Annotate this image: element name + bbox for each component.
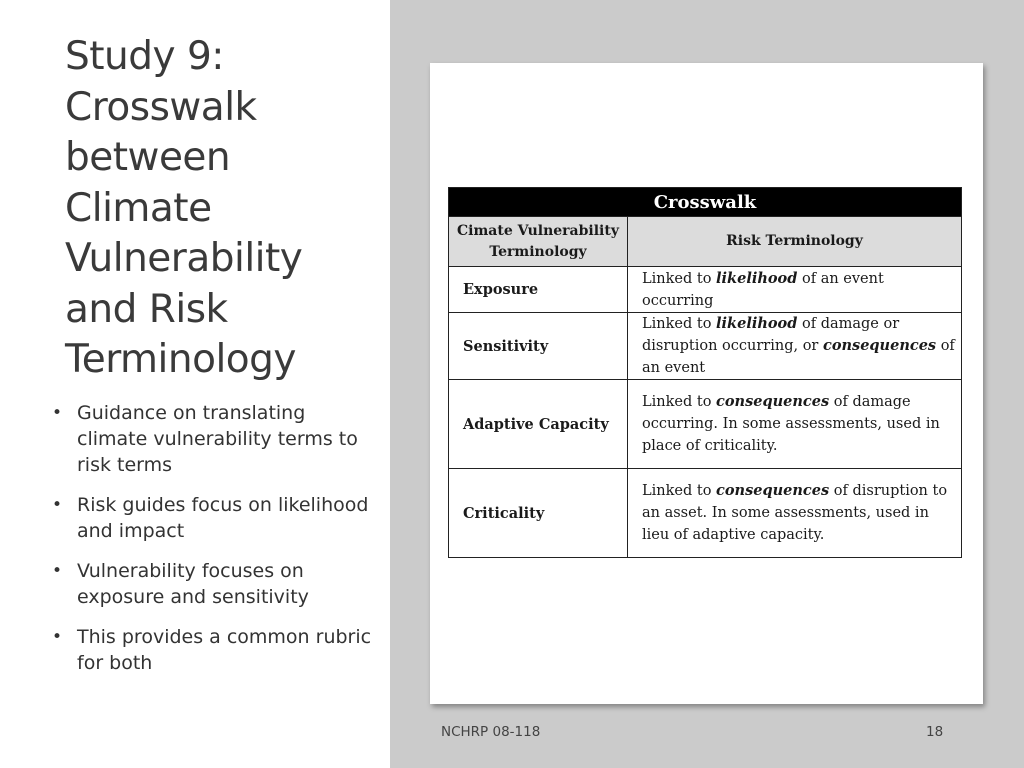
table-card: [430, 63, 983, 704]
bullet-icon: •: [52, 403, 63, 423]
description-cell: [628, 313, 962, 380]
term-cell: Exposure: [449, 267, 628, 313]
table-row: [449, 313, 962, 380]
column-header-climate: Cimate Vulnerability Terminology: [449, 217, 628, 267]
desc-emphasis: consequences: [716, 393, 830, 410]
desc-emphasis: consequences: [716, 482, 830, 499]
term-cell: Criticality: [449, 469, 628, 558]
title-line: Climate: [65, 185, 212, 231]
bullet-item: [50, 558, 380, 610]
footer-label: NCHRP 08-118: [441, 724, 541, 740]
desc-text: Linked to: [642, 394, 717, 410]
title-line: Study 9:: [65, 34, 224, 79]
table-row: [449, 380, 962, 469]
bullet-text: Risk guides focus on likelihood and impact: [77, 494, 369, 542]
desc-text: Linked to: [642, 270, 717, 287]
bullet-item: [50, 492, 380, 544]
bullet-text: Guidance on translating climate vulnerability terms to risk terms: [77, 402, 358, 476]
desc-emphasis: likelihood: [716, 315, 798, 332]
title-line: Vulnerability: [65, 236, 303, 281]
left-panel: [0, 0, 390, 768]
desc-text: of disruption to an asset. In some assessments, used in lieu of adaptive capacity.: [642, 483, 948, 543]
desc-text: Linked to: [642, 483, 717, 499]
desc-emphasis: consequences: [822, 337, 937, 354]
page-number: 18: [926, 724, 944, 740]
desc-text: of damage or disruption occurring, or: [642, 316, 900, 354]
description-cell: [628, 469, 962, 558]
bullet-text: This provides a common rubric for both: [77, 626, 372, 674]
bullet-icon: •: [52, 495, 63, 515]
title-line: Terminology: [65, 337, 296, 382]
term-cell: Sensitivity: [449, 313, 628, 380]
description-cell: [628, 267, 962, 313]
description-cell: [628, 380, 962, 469]
desc-emphasis: likelihood: [716, 269, 798, 287]
bullet-item: [50, 624, 380, 676]
table-row: [449, 267, 962, 313]
bullet-list: [50, 400, 380, 690]
title-line: and Risk: [65, 286, 228, 332]
term-cell: Adaptive Capacity: [449, 380, 628, 469]
desc-text: of an event: [642, 338, 955, 376]
desc-text: Linked to: [642, 316, 717, 332]
column-header-risk: Risk Terminology: [628, 217, 962, 267]
table-row: [449, 469, 962, 558]
bullet-icon: •: [52, 627, 63, 647]
bullet-item: [50, 400, 380, 478]
bullet-icon: •: [52, 561, 63, 581]
desc-text: of an event occurring: [642, 270, 884, 309]
slide-title: [65, 32, 375, 386]
bullet-text: Vulnerability focuses on exposure and sensitivity: [77, 560, 309, 608]
title-line: between: [65, 135, 231, 180]
crosswalk-table: [448, 187, 962, 558]
table-title: Crosswalk: [449, 188, 962, 217]
title-line: Crosswalk: [65, 84, 257, 130]
desc-text: of damage occurring. In some assessments, used in place of criticality.: [642, 394, 940, 454]
